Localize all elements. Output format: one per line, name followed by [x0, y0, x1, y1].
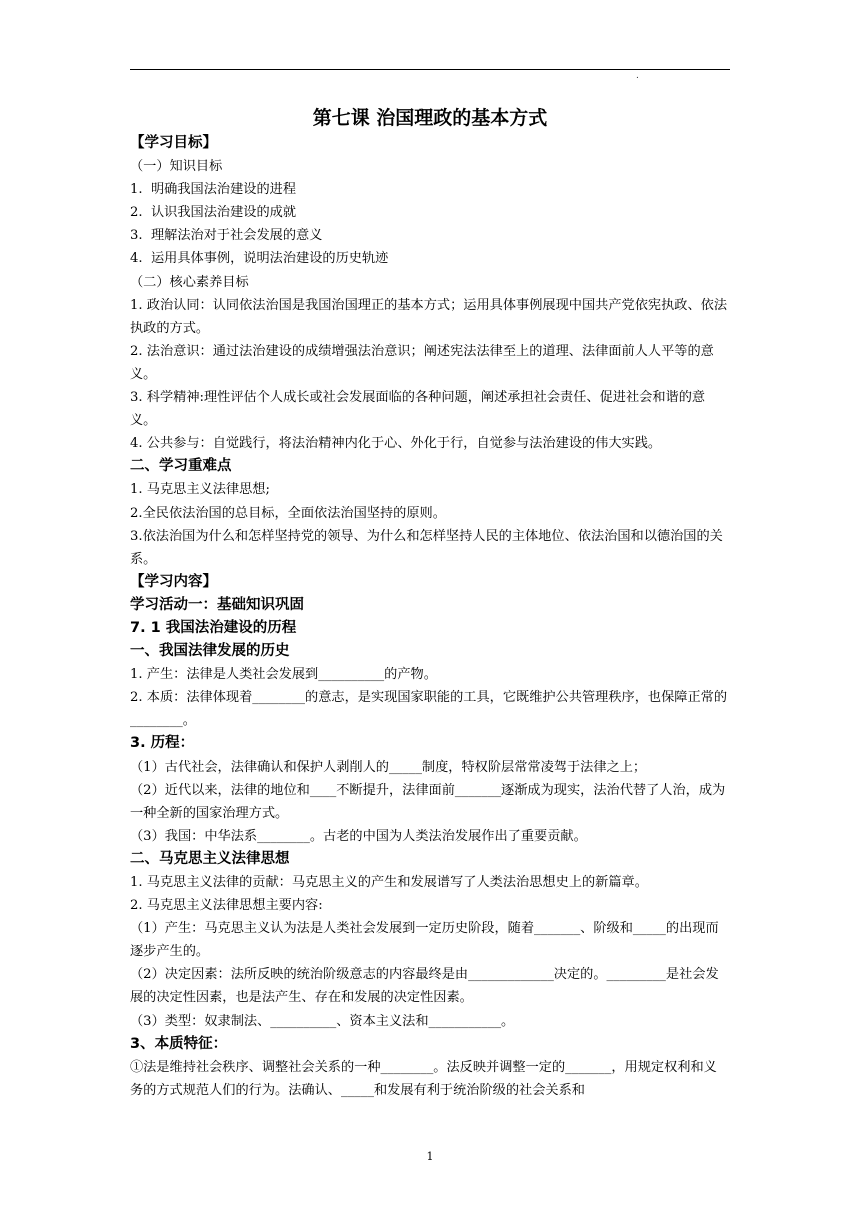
- text-line: 2. 法治意识：通过法治建设的成绩增强法治意识；阐述宪法法律至上的道理、法律面前人人平等的意义。: [130, 343, 714, 382]
- header-dot: .: [636, 71, 639, 81]
- text-line: （一）知识目标: [130, 159, 223, 175]
- page-number: 1: [426, 1150, 434, 1163]
- header-rule: [130, 69, 730, 70]
- text-line: （3）类型：奴隶制法、__________、资本主义法和___________。: [130, 1013, 515, 1029]
- text-line: 7. 1 我国法治建设的历程: [130, 619, 297, 636]
- text-line: 3. 科学精神:理性评估个人成长或社会发展面临的各种问题，阐述承担社会责任、促进社会和谐的意义。: [130, 390, 706, 429]
- text-line: 3. 历程：: [130, 735, 195, 752]
- text-line: 一、我国法律发展的历史: [130, 643, 290, 660]
- text-line: （二）核心素养目标: [130, 274, 249, 290]
- text-line: 4. 运用具体事例，说明法治建设的历史轨迹: [130, 251, 389, 267]
- text-line: 二、马克思主义法律思想: [130, 850, 290, 867]
- text-line: 二、学习重难点: [130, 458, 232, 475]
- text-body: [130, 132, 730, 1102]
- text-line: 2. 本质：法律体现着________的意志，是实现国家职能的工具，它既维护公共管理秩序，也保障正常的________。: [130, 690, 728, 729]
- text-line: （2）决定因素：法所反映的统治阶级意志的内容最终是由_____________决定的。_________是社会发展的决定性因素，也是法产生、存在和发展的决定性因素。: [130, 967, 719, 1006]
- text-line: （1）古代社会，法律确认和保护人剥削人的_____制度，特权阶层常常凌驾于法律之上；: [130, 759, 647, 775]
- text-line: 1. 产生：法律是人类社会发展到__________的产物。: [130, 667, 437, 683]
- text-line: 1. 政治认同：认同依法治国是我国治国理正的基本方式；运用具体事例展现中国共产党依宪执政、依法执政的方式。: [130, 297, 728, 336]
- text-line: 1. 马克思主义法律思想;: [130, 482, 270, 498]
- text-line: 【学习内容】: [130, 573, 217, 590]
- text-line: （3）我国：中华法系________。古老的中国为人类法治发展作出了重要贡献。: [130, 828, 587, 844]
- text-line: 3、本质特征：: [130, 1035, 228, 1052]
- text-line: 2.全民依法治国的总目标，全面依法治国坚持的原则。: [130, 505, 446, 521]
- text-line: 2. 认识我国法治建设的成就: [130, 205, 297, 221]
- text-line: 学习活动一：基础知识巩固: [130, 596, 304, 613]
- page-title: 第七课 治国理政的基本方式: [312, 107, 548, 129]
- text-line: （2）近代以来，法律的地位和____不断提升，法律面前_______逐渐成为现实，法治代替了人治，成为一种全新的国家治理方式。: [130, 782, 726, 821]
- text-line: 1. 明确我国法治建设的进程: [130, 182, 297, 198]
- text-line: 【学习目标】: [130, 135, 217, 151]
- text-line: 1. 马克思主义法律的贡献：马克思主义的产生和发展谱写了人类法治思想史上的新篇章。: [130, 875, 648, 890]
- text-line: 2. 马克思主义法律思想主要内容:: [130, 898, 323, 914]
- text-line: 3. 理解法治对于社会发展的意义: [130, 228, 323, 244]
- text-line: （1）产生：马克思主义认为法是人类社会发展到一定历史阶段，随着_______、阶级和_____的出现而逐步产生的。: [130, 921, 719, 960]
- text-line: 4. 公共参与：自觉践行，将法治精神内化于心、外化于行，自觉参与法治建设的伟大实践。: [130, 436, 662, 452]
- page-content: [130, 104, 730, 1102]
- text-line: ①法是维持社会秩序、调整社会关系的一种________。法反映并调整一定的_______，用规定权利和义务的方式规范人们的行为。法确认、_____和发展有利于统治阶级的社会关系和: [130, 1059, 717, 1098]
- text-line: 3.依法治国为什么和怎样坚持党的领导、为什么和怎样坚持人民的主体地位、依法治国和以德治国的关系。: [130, 528, 723, 567]
